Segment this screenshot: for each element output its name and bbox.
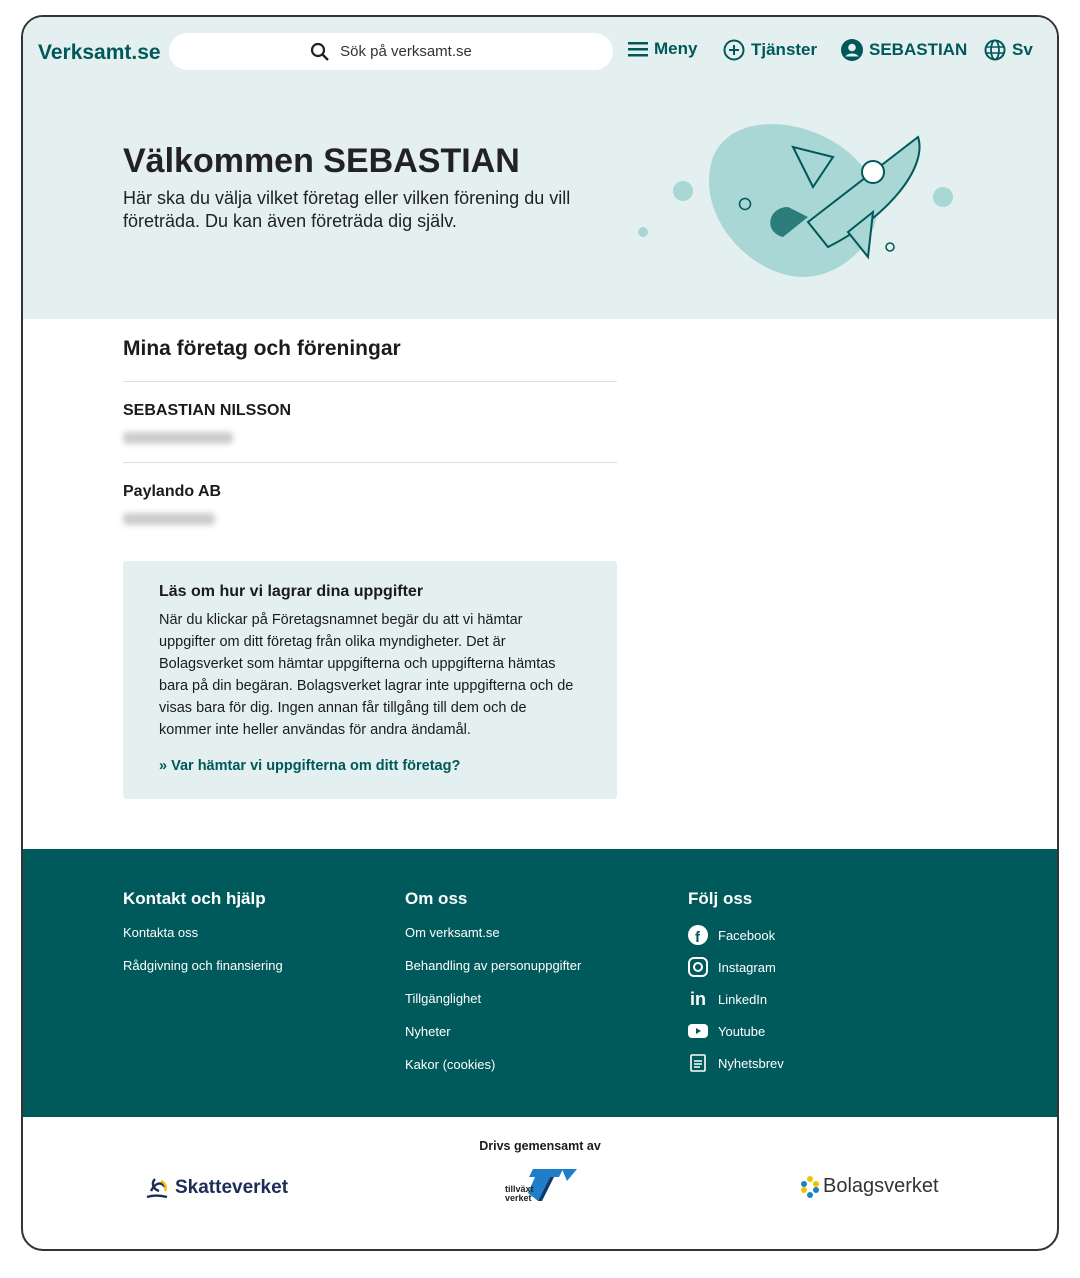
info-link[interactable]: » Var hämtar vi uppgifterna om ditt företag?	[159, 758, 461, 774]
user-label: SEBASTIAN	[869, 40, 968, 59]
skatteverket-label: Skatteverket	[175, 1177, 289, 1198]
youtube-link[interactable]	[688, 1021, 784, 1041]
tillvaxtverket-label: tillväxt verket	[505, 1184, 534, 1203]
info-title: Läs om hur vi lagrar dina uppgifter	[159, 583, 424, 600]
youtube-label: Youtube	[718, 1023, 766, 1039]
facebook-label: Facebook	[718, 927, 776, 943]
document-icon	[688, 1053, 708, 1073]
footer-link[interactable]: Kontakta oss	[123, 925, 199, 940]
company-name[interactable]: SEBASTIAN NILSSON	[123, 402, 292, 419]
newsletter-label: Nyhetsbrev	[718, 1055, 784, 1071]
footer-link[interactable]: Rådgivning och finansiering	[123, 958, 283, 973]
user-button[interactable]	[841, 39, 967, 61]
search-placeholder: Sök på verksamt.se	[340, 43, 472, 60]
footer-link[interactable]: Behandling av personuppgifter	[405, 958, 582, 973]
menu-label: Meny	[654, 39, 698, 58]
instagram-link[interactable]	[688, 957, 784, 977]
hamburger-icon	[628, 41, 648, 57]
tillvaxtverket-logo[interactable]	[505, 1169, 580, 1207]
footer-link[interactable]: Tillgänglighet	[405, 991, 482, 1006]
language-label: Sv	[1012, 40, 1033, 59]
instagram-label: Instagram	[718, 959, 776, 975]
companies-section	[123, 337, 617, 799]
newsletter-link[interactable]	[688, 1053, 784, 1073]
footer-about	[405, 889, 581, 1090]
page	[21, 15, 1059, 1251]
bolagsverket-logo[interactable]	[801, 1175, 939, 1198]
user-icon	[841, 39, 863, 61]
footer-link[interactable]: Om verksamt.se	[405, 925, 500, 940]
svg-text:f: f	[695, 929, 700, 945]
footer-contact	[123, 889, 283, 991]
search-icon	[310, 42, 330, 62]
search-input[interactable]	[169, 33, 613, 70]
footer-heading: Om oss	[405, 889, 468, 908]
redacted-id	[123, 432, 233, 444]
info-text: När du klickar på Företagsnamnet begär du att vi hämtar uppgifter om ditt företag från olika myndigheter. Det är Bolagsverket som hämtar uppgifterna och uppgifterna hämtas bara på din begäran. Bolagsverket lagrar inte uppgifterna och de visas bara för dig. Ingen annan får tillgång till dem och de kommer inte heller användas för andra ändamål.	[159, 612, 574, 738]
language-button[interactable]	[984, 39, 1033, 61]
footer-link[interactable]: Nyheter	[405, 1024, 451, 1039]
footer	[23, 849, 1057, 1117]
hero	[23, 17, 1057, 319]
linkedin-label: LinkedIn	[718, 991, 768, 1007]
footer-heading: Följ oss	[688, 889, 753, 908]
company-item[interactable]	[123, 462, 617, 543]
company-item[interactable]	[123, 381, 617, 462]
footer-link[interactable]: Kakor (cookies)	[405, 1057, 496, 1072]
bolagsverket-label: Bolagsverket	[823, 1175, 939, 1197]
services-label: Tjänster	[751, 40, 818, 59]
partners	[23, 1117, 1057, 1203]
page-title: Välkommen SEBASTIAN	[123, 142, 520, 180]
info-box	[123, 561, 617, 799]
instagram-icon	[688, 957, 708, 977]
plus-circle-icon	[723, 39, 745, 61]
companies-heading: Mina företag och föreningar	[123, 337, 401, 360]
services-button[interactable]	[723, 39, 817, 61]
company-name[interactable]: Paylando AB	[123, 483, 222, 500]
footer-follow	[688, 889, 784, 1085]
footer-heading: Kontakt och hjälp	[123, 889, 266, 908]
menu-button[interactable]	[628, 39, 697, 59]
partners-label: Drivs gemensamt av	[479, 1139, 601, 1153]
redacted-id	[123, 513, 215, 525]
hero-text: Här ska du välja vilket företag eller vilken förening du vill företräda. Du kan även företräda dig själv.	[123, 188, 571, 231]
globe-icon	[984, 39, 1006, 61]
site-logo[interactable]: Verksamt.se	[38, 41, 161, 64]
skatteverket-logo[interactable]	[143, 1175, 288, 1201]
facebook-icon	[688, 925, 708, 945]
rocket-illustration	[633, 107, 963, 307]
youtube-icon	[688, 1021, 708, 1041]
linkedin-icon: in	[690, 988, 706, 1009]
linkedin-link[interactable]	[688, 989, 784, 1009]
facebook-link[interactable]	[688, 925, 784, 945]
